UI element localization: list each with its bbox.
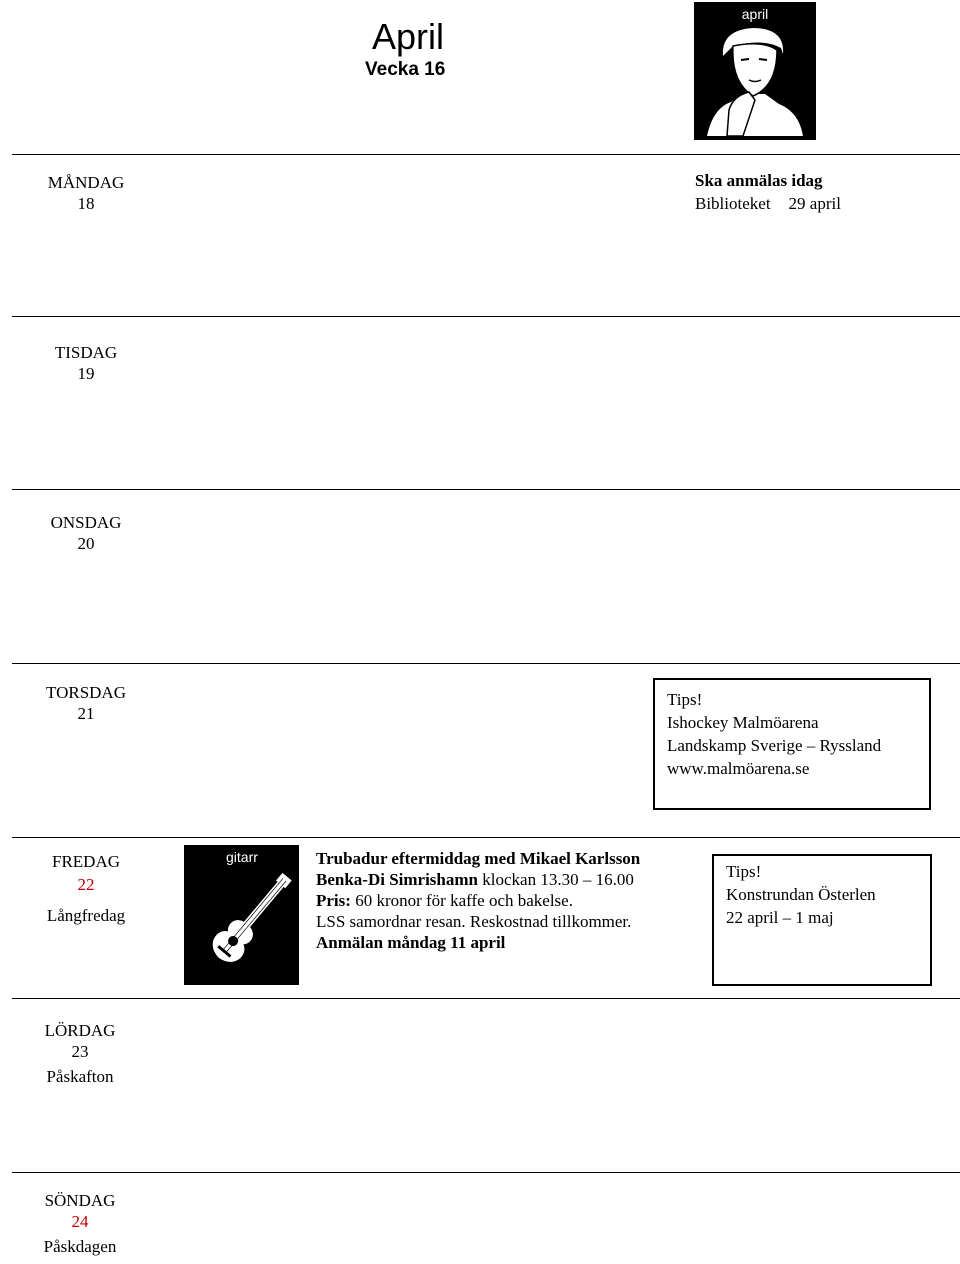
day-number: 23 xyxy=(71,1042,89,1061)
day-number: 22 xyxy=(77,875,95,894)
divider xyxy=(12,1172,960,1173)
day-number: 19 xyxy=(77,364,95,383)
event-place: Benka-Di Simrishamn xyxy=(316,870,478,889)
day-number: 21 xyxy=(77,704,95,723)
divider xyxy=(12,489,960,490)
day-name: MÅNDAG xyxy=(47,173,125,192)
signup-note-date: 29 april xyxy=(788,194,841,213)
day-name: TISDAG xyxy=(54,343,118,362)
day-number: 20 xyxy=(77,534,95,553)
day-name: TORSDAG xyxy=(46,683,126,702)
tips-line: 22 april – 1 maj xyxy=(726,908,834,927)
day-thursday xyxy=(20,682,152,724)
tips-line: Ishockey Malmöarena xyxy=(667,713,819,732)
event-signup: Anmälan måndag 11 april xyxy=(316,933,506,952)
signup-note-title: Ska anmälas idag xyxy=(695,171,823,190)
day-friday xyxy=(20,851,152,926)
tips-box-hockey xyxy=(653,678,931,810)
event-details xyxy=(316,848,696,953)
day-number: 18 xyxy=(77,194,95,213)
day-tuesday xyxy=(20,342,152,384)
holiday-name: Påskafton xyxy=(46,1067,114,1086)
guitar-picture xyxy=(184,845,299,985)
guitar-icon xyxy=(194,873,294,983)
month-title: April xyxy=(372,16,445,57)
day-name: FREDAG xyxy=(51,852,120,871)
divider xyxy=(12,663,960,664)
tips-link: www.malmöarena.se xyxy=(667,759,810,778)
divider xyxy=(12,837,960,838)
divider xyxy=(12,154,960,155)
day-sunday xyxy=(14,1190,146,1257)
signup-note-place: Biblioteket xyxy=(695,194,771,213)
tips-title: Tips! xyxy=(726,862,762,881)
week-label: Vecka 16 xyxy=(365,59,446,80)
tips-box-art xyxy=(712,854,932,986)
event-title: Trubadur eftermiddag med Mikael Karlsson xyxy=(316,849,641,868)
day-name: LÖRDAG xyxy=(44,1021,116,1040)
day-name: ONSDAG xyxy=(50,513,122,532)
day-saturday xyxy=(14,1020,146,1087)
thinking-man-icon xyxy=(703,26,807,136)
tips-line: Landskamp Sverige – Ryssland xyxy=(667,736,882,755)
tips-line: Konstrundan Österlen xyxy=(726,885,876,904)
divider xyxy=(12,998,960,999)
month-picture-label: april xyxy=(741,6,769,22)
divider xyxy=(12,316,960,317)
holiday-name: Långfredag xyxy=(46,906,126,925)
day-monday xyxy=(20,172,152,214)
day-wednesday xyxy=(20,512,152,554)
month-picture xyxy=(694,2,816,140)
event-note: LSS samordnar resan. Reskostnad tillkommer. xyxy=(316,912,632,931)
tips-title: Tips! xyxy=(667,690,703,709)
holiday-name: Påskdagen xyxy=(43,1237,117,1256)
event-time: klockan 13.30 – 16.00 xyxy=(478,870,634,889)
day-name: SÖNDAG xyxy=(44,1191,116,1210)
guitar-picture-label: gitarr xyxy=(226,849,258,865)
day-number: 24 xyxy=(71,1212,89,1231)
event-price-label: Pris: xyxy=(316,891,351,910)
signup-note xyxy=(695,170,841,214)
event-price: 60 kronor för kaffe och bakelse. xyxy=(350,891,573,910)
